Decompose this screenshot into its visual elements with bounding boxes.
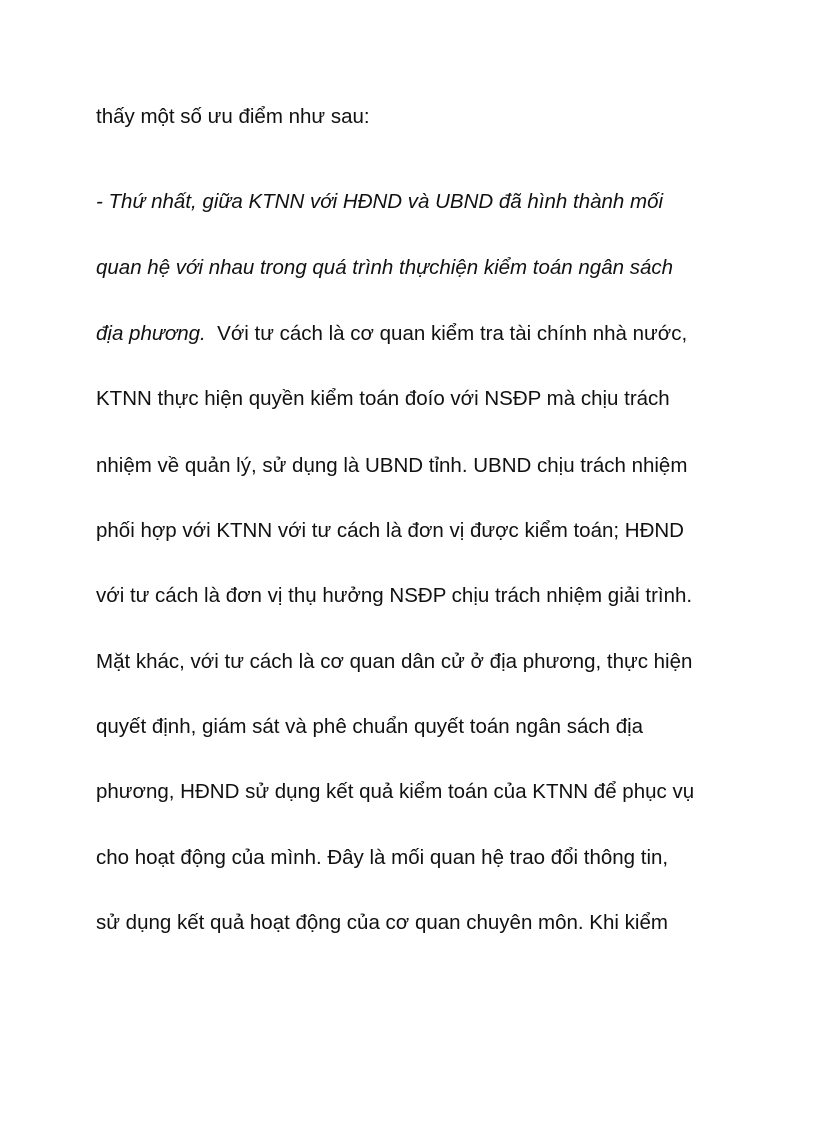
- text-line: - Thứ nhất, giữa KTNN với HĐND và UBND đã hình thành mối: [96, 190, 664, 213]
- text-line: nhiệm về quản lý, sử dụng là UBND tỉnh. UBND chịu trách nhiệm: [96, 454, 688, 477]
- text-line: [96, 320, 687, 348]
- text-line: sử dụng kết quả hoạt động của cơ quan chuyên môn. Khi kiểm: [96, 911, 668, 934]
- text-line: thấy một số ưu điểm như sau:: [96, 105, 370, 128]
- italic-phrase: địa phương.: [96, 322, 206, 345]
- text-line: cho hoạt động của mình. Đây là mối quan hệ trao đổi thông tin,: [96, 846, 669, 869]
- text-line: Mặt khác, với tư cách là cơ quan dân cử ở địa phương, thực hiện: [96, 650, 693, 673]
- text-line: quyết định, giám sát và phê chuẩn quyết toán ngân sách địa: [96, 715, 644, 738]
- text-continuation: Với tư cách là cơ quan kiểm tra tài chính nhà nước,: [205, 322, 688, 345]
- text-line: phương, HĐND sử dụng kết quả kiểm toán của KTNN để phục vụ: [96, 780, 695, 803]
- text-line: quan hệ với nhau trong quá trình thựchiện kiểm toán ngân sách: [96, 256, 673, 279]
- text-line: với tư cách là đơn vị thụ hưởng NSĐP chịu trách nhiệm giải trình.: [96, 584, 693, 607]
- text-line: KTNN thực hiện quyền kiểm toán đoío với NSĐP mà chịu trách: [96, 387, 670, 410]
- text-line: phối hợp với KTNN với tư cách là đơn vị được kiểm toán; HĐND: [96, 519, 684, 542]
